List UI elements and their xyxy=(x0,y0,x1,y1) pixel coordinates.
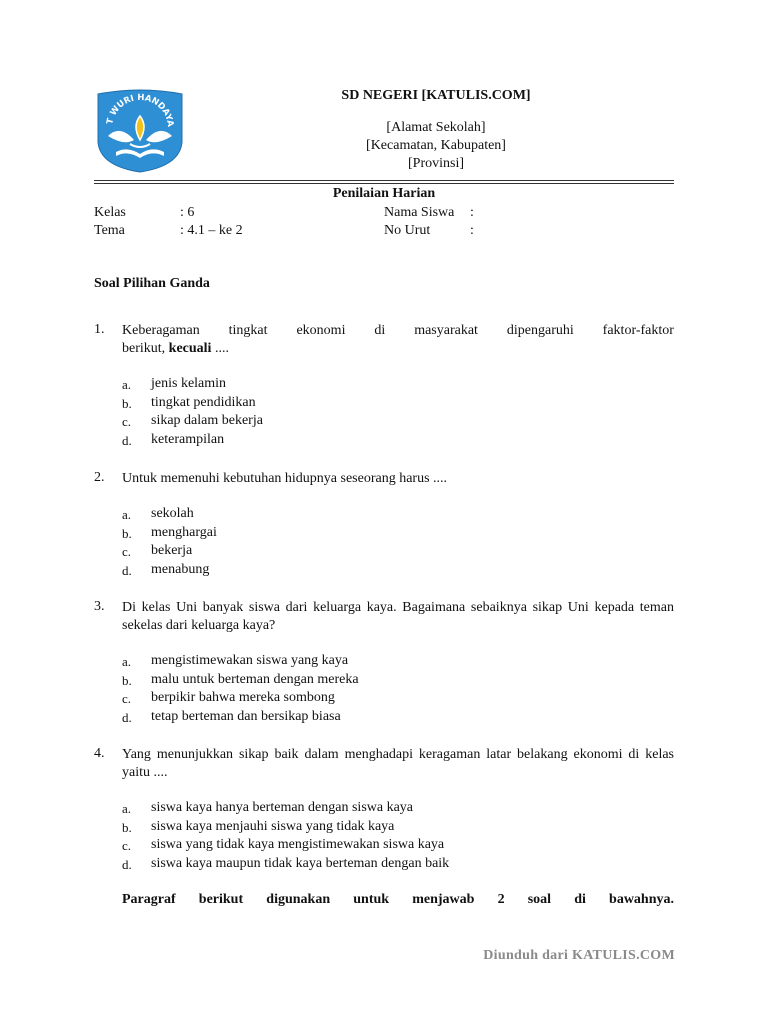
question-text: Di kelas Uni banyak siswa dari keluarga kaya. Bagaimana sebaiknya sikap Uni kepada teman sekelas dari keluarga kaya? xyxy=(122,600,674,633)
word: digunakan xyxy=(266,892,331,907)
word: 2 xyxy=(497,892,505,907)
question-number: 4. xyxy=(94,746,105,761)
option-letter: b. xyxy=(122,396,132,411)
option-text: malu untuk berteman dengan mereka xyxy=(151,672,359,687)
download-footer xyxy=(483,948,675,964)
word: dipengaruhi xyxy=(506,323,574,338)
question-number: 3. xyxy=(94,599,105,614)
option-letter: a. xyxy=(122,377,132,392)
nama-siswa-label: Nama Siswa xyxy=(384,205,455,220)
question-line xyxy=(122,322,674,340)
word: Keberagaman xyxy=(122,323,200,338)
option-letter: b. xyxy=(122,673,132,688)
question-text: Yang menunjukkan sikap baik dalam menghadapi keragaman latar belakang ekonomi di kelas yaitu .... xyxy=(122,747,674,780)
school-address: [Alamat Sekolah] xyxy=(386,120,486,135)
school-name: SD NEGERI [KATULIS.COM] xyxy=(341,88,531,103)
tema-label: Tema xyxy=(94,223,125,238)
option-text: sekolah xyxy=(151,506,194,521)
word: tingkat xyxy=(228,323,268,338)
footer-prefix: Diunduh dari xyxy=(483,948,572,963)
school-district: [Kecamatan, Kabupaten] xyxy=(366,138,506,153)
no-urut-label: No Urut xyxy=(384,223,431,238)
word: untuk xyxy=(353,892,390,907)
option-letter: c. xyxy=(122,414,132,429)
option-letter: d. xyxy=(122,857,132,872)
question-number: 1. xyxy=(94,322,105,337)
word: di xyxy=(574,892,586,907)
school-logo xyxy=(94,84,186,174)
word: berikut xyxy=(198,892,244,907)
nama-siswa-value: : xyxy=(470,205,474,220)
footer-site-link[interactable]: KATULIS.COM xyxy=(572,948,675,963)
option-text: jenis kelamin xyxy=(151,376,227,391)
word: soal xyxy=(527,892,552,907)
option-text: siswa yang tidak kaya mengistimewakan siswa kaya xyxy=(151,837,445,852)
option-letter: b. xyxy=(122,820,132,835)
option-letter: a. xyxy=(122,507,132,522)
option-text: menghargai xyxy=(151,525,217,540)
option-text: siswa kaya hanya berteman dengan siswa kaya xyxy=(151,800,414,815)
word: ekonomi xyxy=(296,323,346,338)
option-letter: c. xyxy=(122,544,132,559)
word: menjawab xyxy=(412,892,475,907)
option-text: berpikir bahwa mereka sombong xyxy=(151,690,335,705)
option-letter: d. xyxy=(122,710,132,725)
option-letter: c. xyxy=(122,838,132,853)
option-letter: d. xyxy=(122,563,132,578)
option-text: siswa kaya menjauhi siswa yang tidak kaya xyxy=(151,819,395,834)
option-text: keterampilan xyxy=(151,432,225,447)
question-line xyxy=(122,340,674,358)
option-text: mengistimewakan siswa yang kaya xyxy=(151,653,349,668)
section-title: Soal Pilihan Ganda xyxy=(94,276,210,291)
option-letter: a. xyxy=(122,654,132,669)
word: faktor-faktor xyxy=(602,323,674,338)
school-province: [Provinsi] xyxy=(408,156,464,171)
word: masyarakat xyxy=(414,323,478,338)
tut-wuri-handayani-emblem-icon xyxy=(94,84,186,174)
option-text: siswa kaya maupun tidak kaya berteman dengan baik xyxy=(151,856,450,871)
question-number: 2. xyxy=(94,470,105,485)
option-letter: d. xyxy=(122,433,132,448)
logo-motto: T WURI HANDAYA xyxy=(105,92,176,128)
assessment-title: Penilaian Harian xyxy=(332,186,436,201)
word: Paragraf xyxy=(122,892,176,907)
option-letter: b. xyxy=(122,526,132,541)
header-divider-top xyxy=(94,180,674,181)
question-text-start: berikut, xyxy=(122,341,169,356)
word: bawahnya. xyxy=(609,892,674,907)
option-text: bekerja xyxy=(151,543,193,558)
option-text: tetap berteman dan bersikap biasa xyxy=(151,709,341,724)
kelas-label: Kelas xyxy=(94,205,126,220)
header-divider-bottom xyxy=(94,183,674,184)
question-text-end: .... xyxy=(211,341,229,356)
question-text: Untuk memenuhi kebutuhan hidupnya seseorang harus .... xyxy=(122,471,448,486)
option-text: menabung xyxy=(151,562,210,577)
paragraph-instruction xyxy=(122,892,674,908)
word: di xyxy=(374,323,386,338)
option-letter: a. xyxy=(122,801,132,816)
option-text: sikap dalam bekerja xyxy=(151,413,263,428)
question-keyword: kecuali xyxy=(168,341,212,356)
question-text xyxy=(122,322,674,358)
tema-value: : 4.1 – ke 2 xyxy=(180,223,243,238)
option-text: tingkat pendidikan xyxy=(151,395,256,410)
kelas-value: : 6 xyxy=(180,205,195,220)
option-letter: c. xyxy=(122,691,132,706)
no-urut-value: : xyxy=(470,223,474,238)
